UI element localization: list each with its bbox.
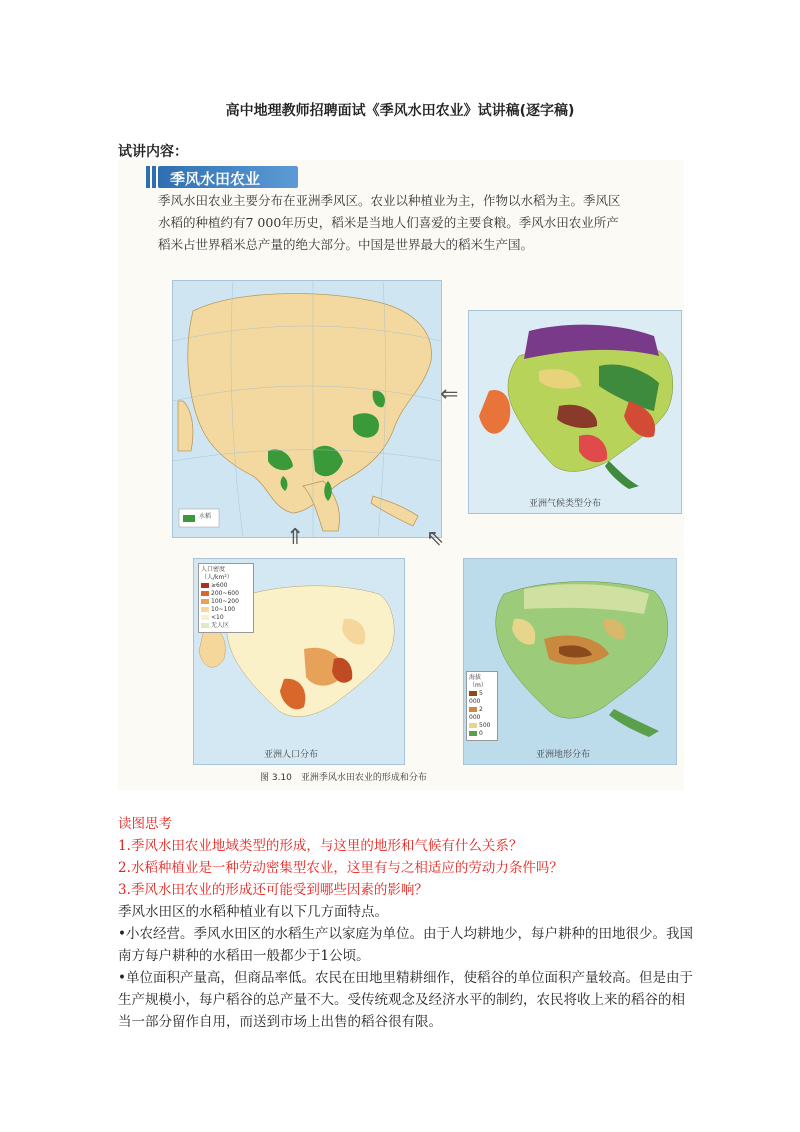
population-legend-title: 人口密度（人/km²）: [201, 566, 233, 581]
rice-legend-label: 水稻: [199, 513, 212, 520]
body-point: •单位面积产量高，但商品率低。农民在田地里精耕细作，使稻谷的单位面积产量较高。但是由于生产规模小，每户稻谷的总产量不大。受传统观念及经济水平的制约，农民将收上来的稻谷的相当一部分留作自用，而送到市场上出售的稻谷很有限。: [118, 970, 693, 1030]
document-title: 高中地理教师招聘面试《季风水田农业》试讲稿(逐字稿): [225, 103, 575, 119]
section-label: 试讲内容：: [118, 144, 188, 160]
textbook-paragraph: 季风水田农业主要分布在亚洲季风区。农业以种植业为主，作物以水稻为主。季风区水稻的种植约有7 000年历史，稻米是当地人们喜爱的主要食粮。季风水田农业所产稻米占世界稻米总产量的绝大部分。中国是世界最大的稻米生产国。: [158, 193, 621, 252]
arrow-left-icon: ⇐: [440, 382, 459, 407]
population-legend-item: ≥600: [211, 582, 228, 589]
asia-terrain-map: [463, 558, 677, 765]
terrain-map-caption: 亚洲地形分布: [536, 750, 591, 760]
header-bar-decoration: [146, 166, 150, 188]
terrain-legend-item: 0: [479, 730, 483, 737]
terrain-legend-item: 2 000: [469, 706, 483, 721]
asia-climate-map: [468, 310, 682, 514]
header-bar-decoration: [152, 166, 156, 188]
population-legend-item: <10: [211, 614, 224, 621]
body-text: [118, 813, 698, 1033]
body-intro: 季风水田区的水稻种植业有以下几方面特点。: [118, 904, 388, 920]
population-map-caption: 亚洲人口分布: [264, 750, 319, 760]
climate-map-caption: 亚洲气候类型分布: [529, 499, 602, 509]
terrain-legend: [466, 671, 498, 741]
arrow-up-icon: ⇑: [286, 525, 305, 550]
population-legend-item: 200~600: [211, 590, 239, 597]
asia-rice-map: [172, 280, 442, 538]
population-legend-item: 100~200: [211, 598, 239, 605]
population-legend: [198, 563, 254, 633]
textbook-heading: 季风水田农业: [170, 170, 261, 188]
terrain-legend-item: 5 000: [469, 690, 483, 705]
terrain-legend-item: 500: [479, 722, 491, 729]
questions-heading: 读图思考: [118, 816, 172, 832]
body-point: •小农经营。季风水田区的水稻生产以家庭为单位。由于人均耕地少，每户耕种的田地很少。我国南方每户耕种的水稻田一般都少于1公顷。: [118, 926, 693, 964]
terrain-legend-title: 海拔（m）: [469, 674, 487, 689]
question-item: 3.季风水田农业的形成还可能受到哪些因素的影响？: [118, 882, 428, 898]
arrow-diagonal-icon: ⇖: [426, 526, 445, 551]
figure-caption: 图 3.10 亚洲季风水田农业的形成和分布: [260, 773, 427, 783]
population-legend-item: 无人区: [211, 622, 230, 629]
population-legend-item: 10~100: [211, 606, 236, 613]
asia-population-map: [193, 558, 405, 765]
textbook-figure: [118, 160, 684, 790]
question-item: 1.季风水田农业地域类型的形成，与这里的地形和气候有什么关系？: [118, 838, 523, 854]
question-item: 2.水稻种植业是一种劳动密集型农业，这里有与之相适应的劳动力条件吗？: [118, 860, 563, 876]
